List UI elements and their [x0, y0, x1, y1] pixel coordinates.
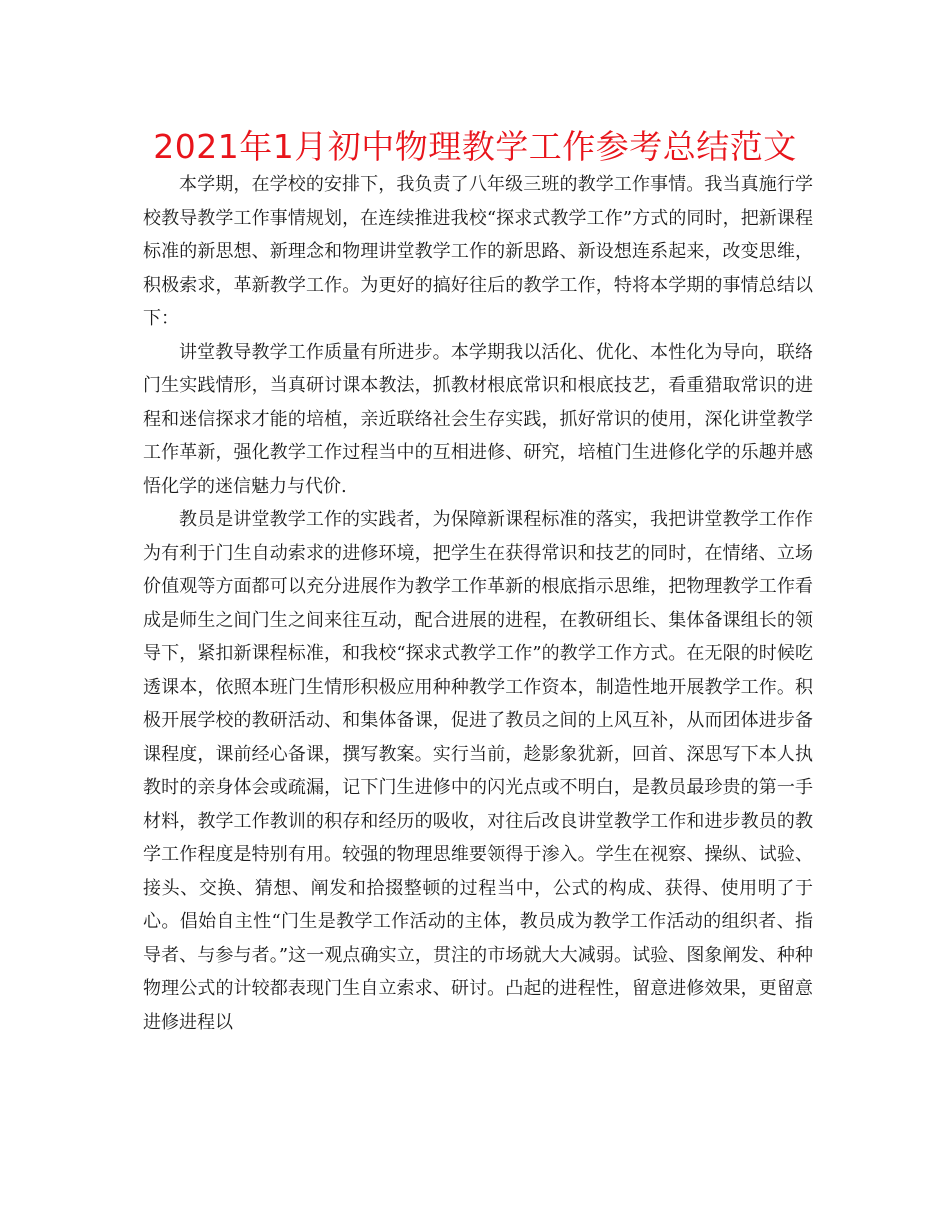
paragraph: 本学期，在学校的安排下，我负责了八年级三班的教学工作事情。我当真施行学校教导教学工作事情规划，在连续推进我校“探求式教学工作”方式的同时，把新课程标准的新思想、新理念和物理讲堂教学工作的新思路、新设想连系起来，改变思维，积极索求，革新教学工作。为更好的搞好往后的教学工作，特将本学期的事情总结以下：: [143, 174, 813, 329]
document-title: 2021年1月初中物理教学工作参考总结范文: [153, 127, 797, 166]
document-body: [143, 168, 813, 1039]
paragraph: 讲堂教导教学工作质量有所进步。本学期我以活化、优化、本性化为导向，联络门生实践情形，当真研讨课本教法，抓教材根底常识和根底技艺，看重猎取常识的进程和迷信探求才能的培植，亲近联络社会生存实践，抓好常识的使用，深化讲堂教学工作革新，强化教学工作过程当中的互相进修、研究，培植门生进修化学的乐趣并感悟化学的迷信魅力与代价.: [143, 341, 813, 497]
paragraph: 教员是讲堂教学工作的实践者，为保障新课程标准的落实，我把讲堂教学工作作为有利于门生自动索求的进修环境，把学生在获得常识和技艺的同时，在情绪、立场价值观等方面都可以充分进展作为教学工作革新的根底指示思维，把物理教学工作看成是师生之间门生之间来往互动，配合进展的进程，在教研组长、集体备课组长的领导下，紧扣新课程标准，和我校“探求式教学工作”的教学工作方式。在无限的时候吃透课本，依照本班门生情形积极应用种种教学工作资本，制造性地开展教学工作。积极开展学校的教研活动、和集体备课，促进了教员之间的上风互补，从而团体进步备课程度，课前经心备课，撰写教案。实行当前，趁影象犹新，回首、深思写下本人执教时的亲身体会或疏漏，记下门生进修中的闪光点或不明白，是教员最珍贵的第一手材料，教学工作教训的积存和经历的吸收，对往后改良讲堂教学工作和进步教员的教学工作程度是特别有用。较强的物理思维要领得于渗入。学生在视察、操纵、试验、接头、交换、猜想、阐发和拾掇整顿的过程当中，公式的构成、获得、使用明了于心。倡始自主性“门生是教学工作活动的主体，教员成为教学工作活动的组织者、指导者、与参与者。”这一观点确实立，贯注的市场就大大减弱。试验、图象阐发、种种物理公式的计较都表现门生自立索求、研讨。凸起的进程性，留意进修效果，更留意进修进程以: [143, 509, 813, 1033]
